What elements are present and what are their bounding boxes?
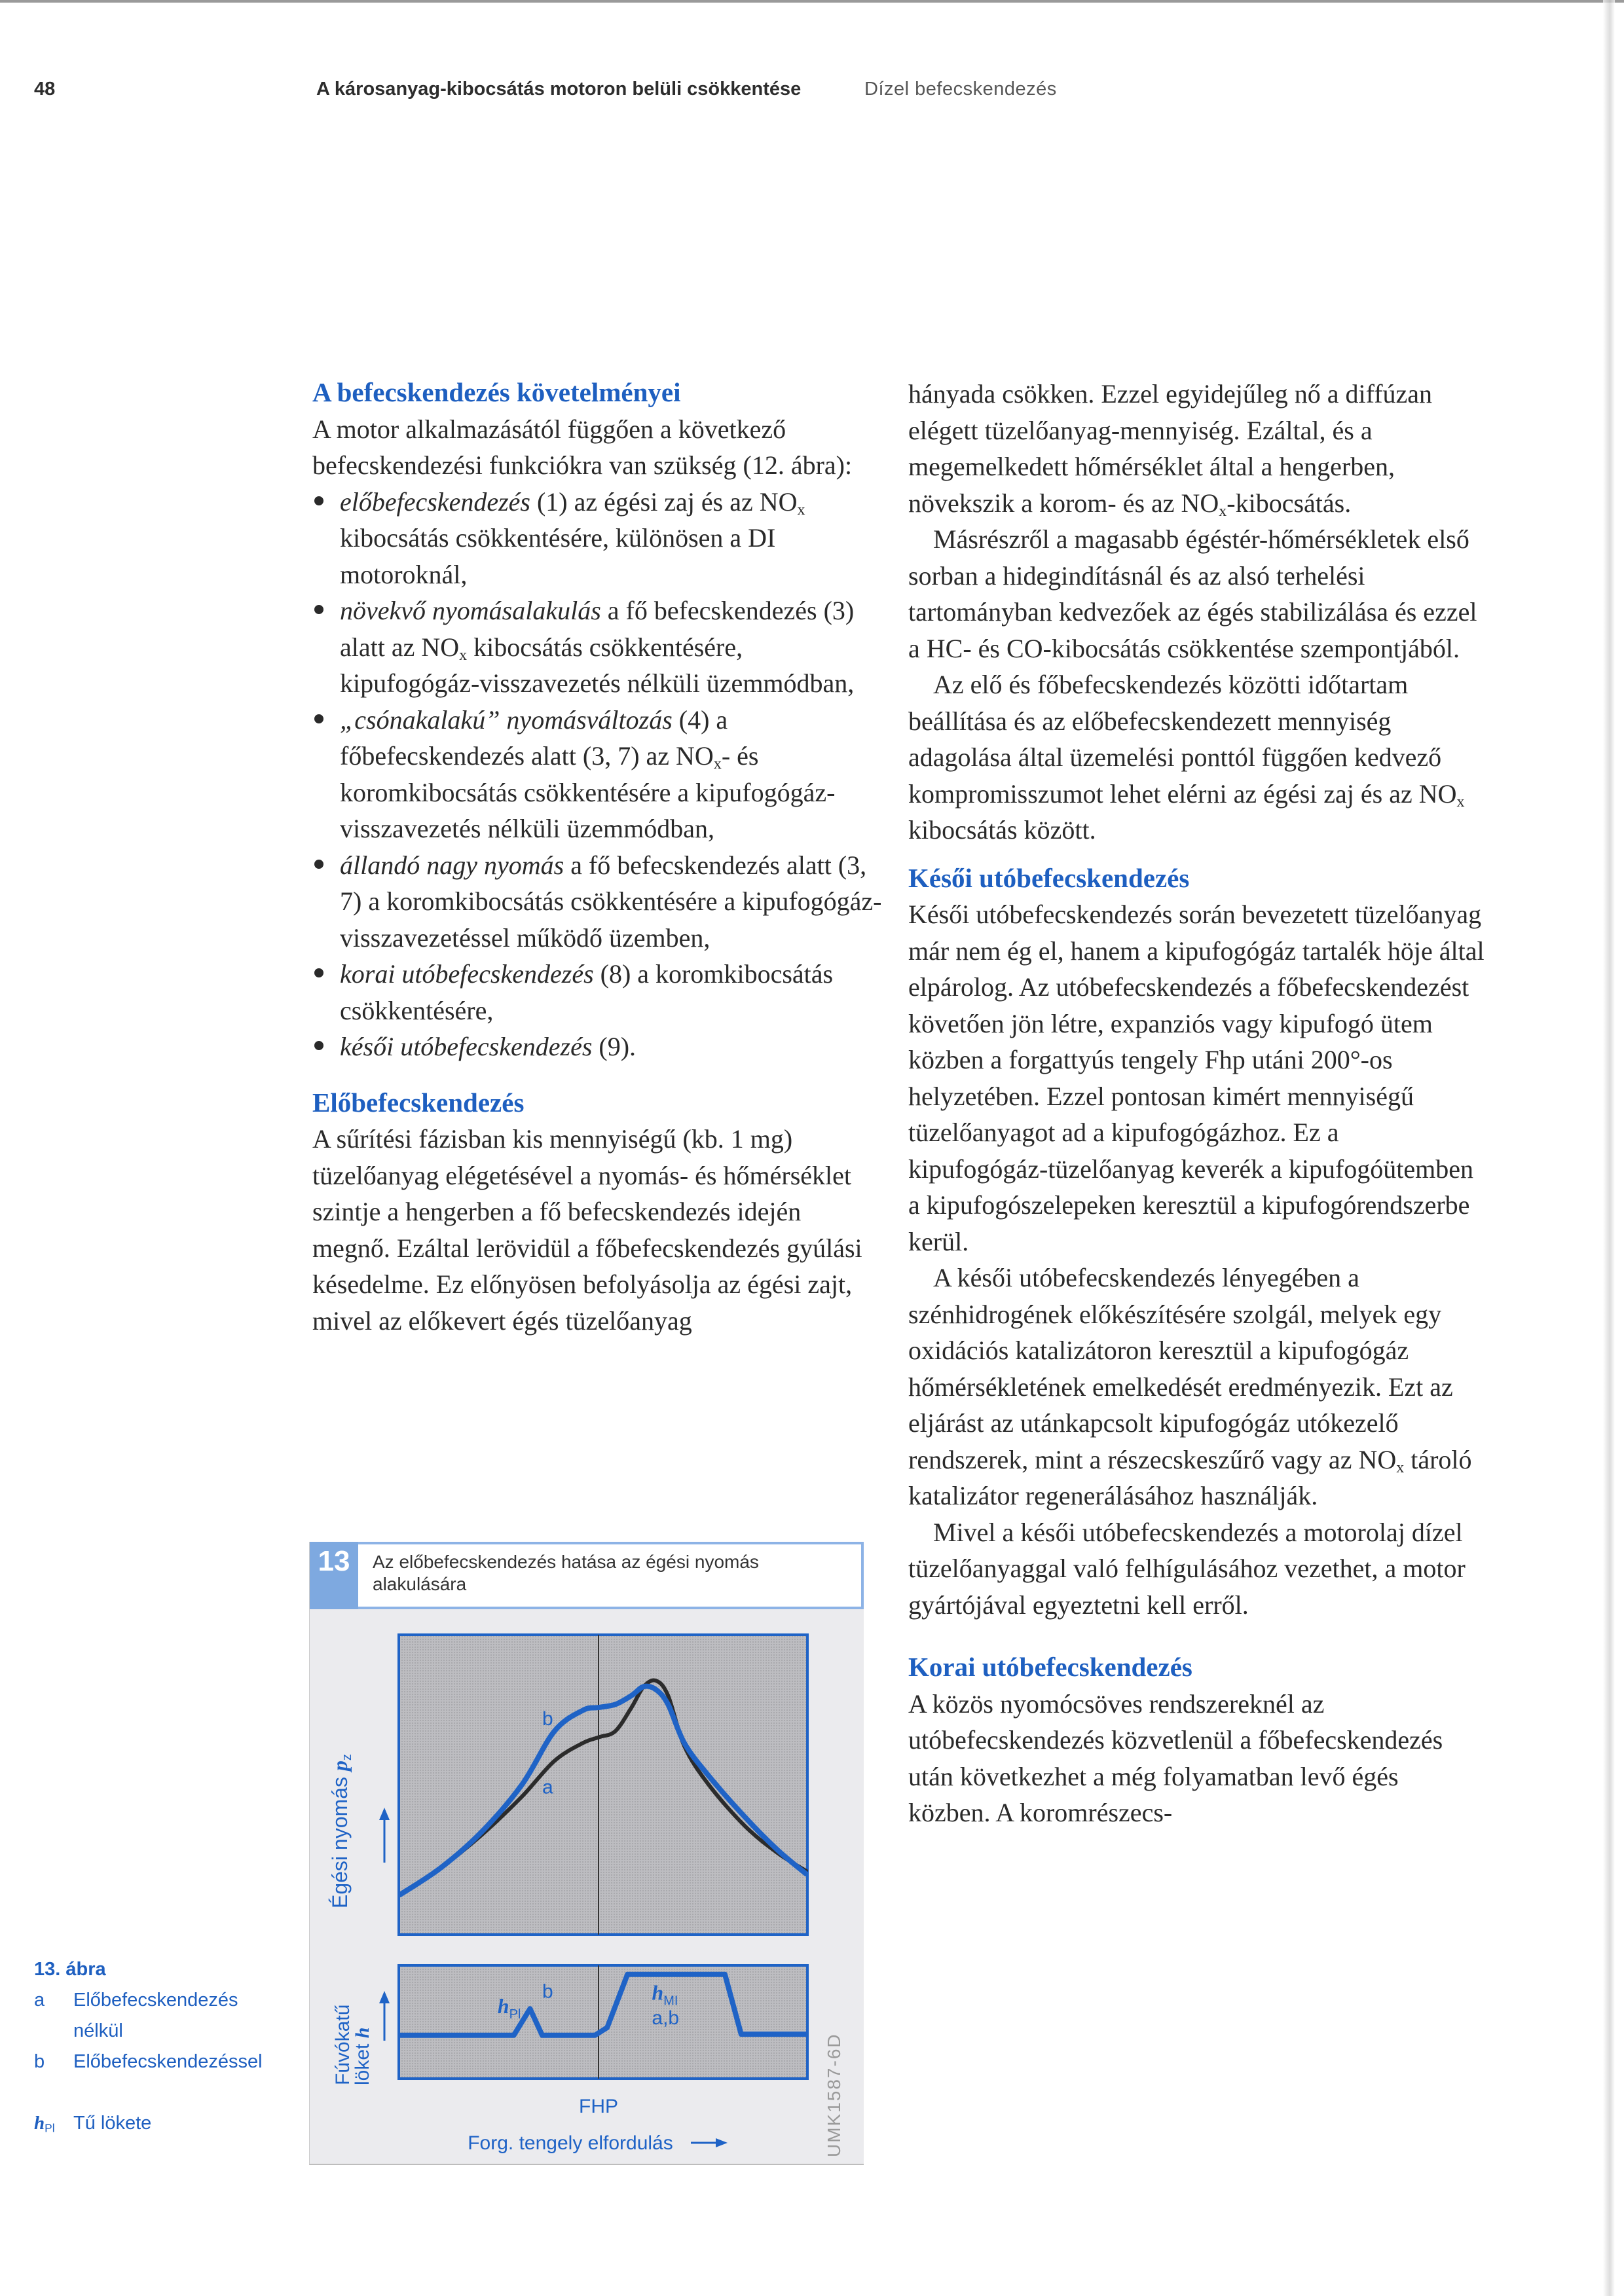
paragraph-1: [908, 376, 1485, 521]
subscript: x: [1396, 1459, 1405, 1476]
lift-plot-area: [399, 1965, 807, 2079]
page-top-edge: [0, 0, 1624, 3]
caption-item-b: [34, 2047, 270, 2077]
bullet-icon: [314, 496, 323, 505]
lift-label-ab: a,b: [652, 2007, 680, 2029]
requirement-item: [312, 1029, 882, 1065]
caption-text: Előbefecskendezés nélkül: [73, 1990, 238, 2041]
text: tároló katalizátor regenerálásához használják.: [908, 1444, 1472, 1510]
lift-y-axis-label-2: löket h: [352, 2027, 373, 2085]
requirement-term: korai utóbefecskendezés: [340, 959, 594, 989]
requirement-term: késői utóbefecskendezés: [340, 1032, 593, 1061]
bullet-icon: [314, 605, 323, 614]
fhp-label: FHP: [579, 2096, 618, 2117]
lift-y-arrow-icon: [379, 1991, 390, 2041]
page-number: 48: [34, 79, 56, 100]
figure-13: [309, 1542, 864, 2165]
caption-item-a: [34, 1985, 270, 2047]
requirement-text: (1) az égési zaj és az NO: [530, 486, 798, 517]
text: -kibocsátás.: [1227, 488, 1352, 518]
requirement-term: „csónakalakú” nyomásváltozás: [340, 704, 673, 735]
heading-late-post-injection: Késői utóbefecskendezés: [908, 862, 1190, 893]
page-edge-shadow: [1603, 0, 1615, 2296]
figure-title: Az előbefecskendezés hatása az égési nyomás alakulására: [373, 1552, 759, 1594]
requirement-text: a fő befecskendezés alatt (3, 7) a koromkibocsátás csökkentésére a kipufogógáz-visszavezetéssel működő üzemben,: [340, 850, 882, 953]
x-axis-label: Forg. tengely elfordulás: [468, 2132, 673, 2154]
spacer: [908, 1623, 1485, 1649]
requirement-text: kibocsátás csökkentésére, kipufogógáz-visszavezetés nélküli üzemmódban,: [340, 632, 855, 698]
caption-text: Tű lökete: [73, 2113, 152, 2134]
heading-requirements: A befecskendezés követelményei: [312, 377, 681, 407]
requirement-term: állandó nagy nyomás: [340, 850, 564, 880]
symbol: h: [34, 2113, 45, 2134]
spacer: [312, 1065, 882, 1085]
x-arrow-icon: [691, 2138, 728, 2147]
requirement-item: [312, 702, 882, 847]
requirement-text: - és koromkibocsátás csökkentésére a kipufogógáz-visszavezetés nélküli üzemmódban,: [340, 741, 836, 843]
requirement-text: a fő befecskendezés (3) alatt az NO: [340, 596, 855, 662]
caption-title: 13. ábra: [34, 1959, 106, 1980]
pressure-plot-area: [399, 1635, 807, 1935]
left-column: [312, 374, 882, 1339]
subscript: x: [1456, 793, 1465, 811]
subscript: x: [1219, 502, 1227, 520]
text: kibocsátás között.: [908, 815, 1096, 845]
requirement-item: [312, 592, 882, 702]
intro-paragraph: A motor alkalmazásától függően a következő befecskendezési funkciókra van szükség (12. ábra):: [312, 414, 853, 480]
subscript: x: [459, 646, 468, 664]
subscript: x: [797, 501, 805, 519]
pre-injection-paragraph: A sűrítési fázisban kis mennyiségű (kb. 1 mg) tüzelőanyag elégetésével a nyomás- és hőmérséklet szintje a hengerben a fő befecskendezés idején megnő. Ezáltal lerövidül a főbefecskendezés gyúlási késedelme. Ez előnyösen befolyásolja az égési zajt, mivel az előkevert égés tüzelőanyag: [312, 1124, 862, 1336]
paragraph-6: Mivel a késői utóbefecskendezés a motorolaj dízel tüzelőanyaggal való felhígulásához vezethet, a motor gyártójával egyeztetni kell erről.: [908, 1517, 1466, 1620]
lift-label-hpl: $h_{Pl}$: [497, 1994, 521, 2022]
spacer: [908, 848, 1485, 860]
bullet-icon: [314, 860, 323, 869]
paragraph-7: A közös nyomócsöves rendszereknél az utóbefecskendezés közvetlenül a főbefecskendezés után következhet a még folyamatban levő égés közben. A koromrészecs-: [908, 1688, 1443, 1827]
requirements-list: [312, 484, 882, 1065]
lift-label-b: b: [542, 1980, 553, 2003]
lift-label-hmi: $h_{MI}$: [652, 1980, 678, 2009]
figure-number: 13: [310, 1542, 358, 1609]
caption-symbol: [34, 2108, 55, 2139]
requirement-item: [312, 956, 882, 1029]
figure-code: UMK1587-6D: [824, 2033, 844, 2157]
heading-early-post-injection: Korai utóbefecskendezés: [908, 1652, 1192, 1682]
requirement-item: [312, 847, 882, 957]
paragraph-5: [908, 1260, 1485, 1514]
lift-y-axis-label: Fúvókatű: [332, 2004, 354, 2085]
subscript: x: [713, 756, 722, 773]
bullet-icon: [314, 1041, 323, 1050]
spacer: [34, 2077, 270, 2108]
paragraph-4: Késői utóbefecskendezés során bevezetett tüzelőanyag már nem ég el, hanem a kipufogógáz tartalék höje által elpárolog. Az utóbefecskendezés a főbefecskendezést követően jön létre, expanziós vagy kipufogó ütem közben a forgattyús tengely Fhp utáni 200°-os helyzetében. Ezzel pontosan kimért mennyiségű tüzelőanyagot ad a kipufogógázhoz. Ez a kipufogógáz-tüzelőanyag keverék a kipufogóütemben a kipufogószelepeken keresztül a kipufogórendszerbe kerül.: [908, 900, 1485, 1256]
requirement-item: [312, 484, 882, 593]
caption-key: b: [34, 2051, 45, 2072]
requirement-text: (4) a főbefecskendezés alatt (3, 7) az NO: [340, 704, 728, 771]
text: hányada csökken. Ezzel egyidejűleg nő a diffúzan elégett tüzelőanyag-mennyiség. Ezáltal, és a megemelkedett hőmérséklet által a hengerben, növekszik a korom- és az NO: [908, 379, 1433, 518]
running-header: [0, 79, 1624, 105]
requirement-text: (9).: [592, 1032, 637, 1061]
text: Az elő és főbefecskendezés közötti időtartam beállítása és az előbefecskendezett mennyiség adagolása által üzemelési ponttól függően kedvező kompromisszumot lehet elérni az égési zaj és az NO: [908, 670, 1457, 809]
subscript: Pl: [45, 2121, 55, 2135]
requirement-text: (8) a koromkibocsátás csökkentésére,: [340, 959, 834, 1025]
curve-label-a: a: [542, 1776, 553, 1798]
figure-chart: [310, 1542, 864, 2164]
caption-text: Előbefecskendezéssel: [73, 2051, 263, 2072]
pressure-y-arrow-icon: [379, 1808, 390, 1863]
requirement-text: kibocsátás csökkentésére, különösen a DI motoroknál,: [340, 523, 776, 589]
requirement-term: növekvő nyomásalakulás: [340, 596, 601, 625]
text: A késői utóbefecskendezés lényegében a szénhidrogének előkészítésére szolgál, melyek egy oxidációs katalizátoron keresztül a kipufogógáz hőmérsékletének emelkedését eredményezik. Ezt az eljárást az utánkapcsolt kipufogógáz utókezelő rendszerek, mint a részecskeszűrő vagy az NO: [908, 1263, 1453, 1474]
bullet-icon: [314, 968, 323, 977]
curve-label-b: b: [542, 1708, 553, 1730]
pressure-y-axis-label: Égési nyomás pz: [328, 1754, 354, 1908]
chapter-title: A károsanyag-kibocsátás motoron belüli csökkentése: [316, 79, 802, 100]
heading-pre-injection: Előbefecskendezés: [312, 1087, 525, 1118]
requirement-term: előbefecskendezés: [340, 486, 530, 517]
figure-caption: [34, 1954, 270, 2139]
caption-item-hpi: [34, 2108, 270, 2139]
bullet-icon: [314, 714, 323, 723]
paragraph-3: [908, 666, 1485, 848]
section-title: Dízel befecskendezés: [864, 79, 1057, 100]
right-column: [908, 376, 1485, 1831]
paragraph-2: Másrészről a magasabb égéstér-hőmérsékletek első sorban a hidegindításnál és az alsó terhelési tartományban kedvezőek az égés stabilizálása és ezzel a HC- és CO-kibocsátás csökkentése szempontjából.: [908, 524, 1477, 663]
caption-key: a: [34, 1990, 45, 2011]
